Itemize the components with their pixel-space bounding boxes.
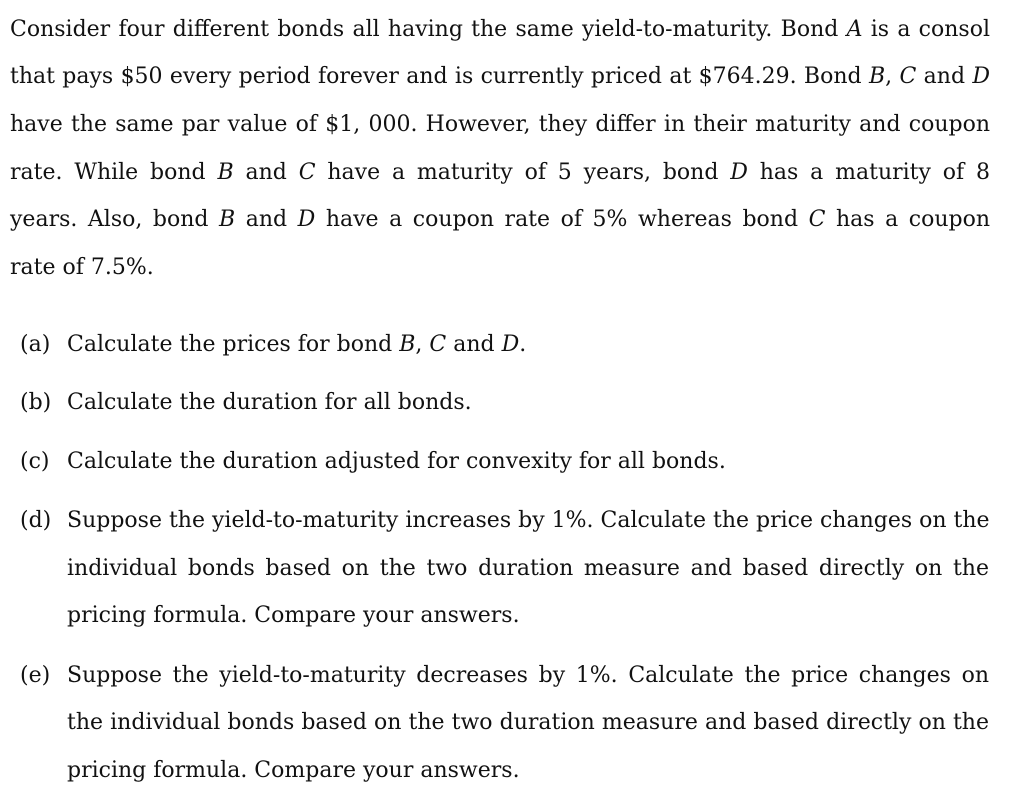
question-label: (b) xyxy=(20,390,52,415)
question-text: Calculate the duration for all bonds. xyxy=(67,390,472,415)
question-text: individual bonds based on the two duration measure and based directly on the xyxy=(67,556,989,581)
question-text: Suppose the yield-to-maturity increases by 1%. Calculate the price changes on the xyxy=(67,508,990,533)
intro-line: Consider four different bonds all having the same yield-to-maturity. Bond A is a consol xyxy=(10,17,990,42)
question-text: Calculate the duration adjusted for convexity for all bonds. xyxy=(67,449,726,474)
question-label: (d) xyxy=(20,508,52,533)
question-label: (c) xyxy=(20,449,50,474)
question-text: Calculate the prices for bond B, C and D. xyxy=(67,332,527,357)
intro-line: that pays $50 every period forever and is currently priced at $764.29. Bond B, C and D xyxy=(10,64,991,89)
question-text: Suppose the yield-to-maturity decreases by 1%. Calculate the price changes on xyxy=(67,663,989,688)
question-text: pricing formula. Compare your answers. xyxy=(67,758,520,783)
intro-line: rate of 7.5%. xyxy=(10,255,154,280)
question-label: (e) xyxy=(20,663,51,688)
question-text: the individual bonds based on the two duration measure and based directly on the xyxy=(67,710,989,735)
intro-line: years. Also, bond B and D have a coupon rate of 5% whereas bond C has a coupon xyxy=(10,207,990,232)
question-text: pricing formula. Compare your answers. xyxy=(67,603,520,628)
intro-line: have the same par value of $1, 000. However, they differ in their maturity and coupon xyxy=(10,112,990,137)
question-label: (a) xyxy=(20,332,51,357)
intro-line: rate. While bond B and C have a maturity of 5 years, bond D has a maturity of 8 xyxy=(10,160,990,185)
